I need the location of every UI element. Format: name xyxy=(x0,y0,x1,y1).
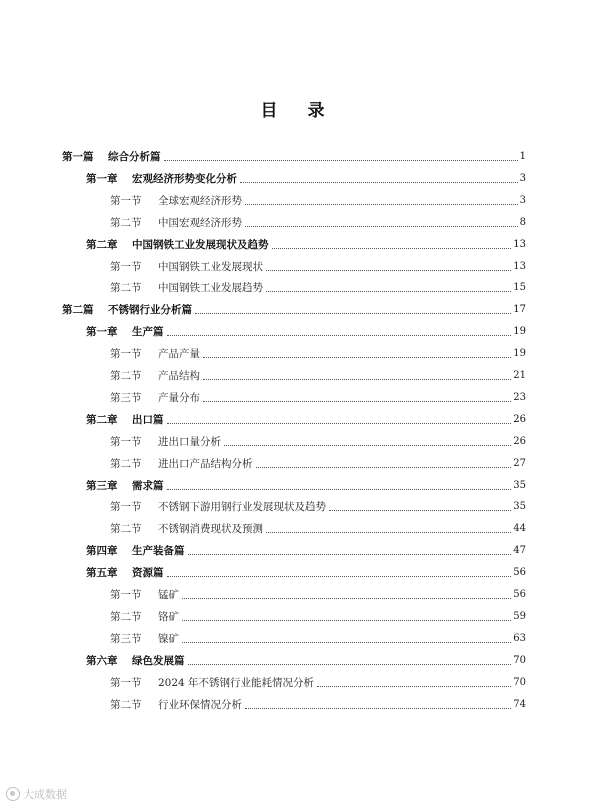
toc-entry-sec[interactable] xyxy=(110,210,526,230)
toc-entry-chap[interactable] xyxy=(86,473,526,493)
toc-entry-sec[interactable] xyxy=(110,582,526,602)
toc-entry-page-number: 13 xyxy=(513,260,526,272)
toc-entry-number: 第二节 xyxy=(110,610,142,623)
toc-entry-page-number: 3 xyxy=(519,194,526,206)
page-title: 目 录 xyxy=(260,101,337,121)
dot-leader xyxy=(245,203,518,205)
toc-entry-number: 第四章 xyxy=(86,545,118,558)
toc-entry-number: 第一节 xyxy=(110,194,142,207)
dot-leader xyxy=(272,247,512,249)
toc-entry-number: 第二节 xyxy=(110,370,142,382)
toc-entry-number: 第二篇 xyxy=(62,304,94,317)
dot-leader xyxy=(167,575,512,577)
toc-entry-number: 第二章 xyxy=(86,413,118,426)
toc-entry-number: 第一节 xyxy=(110,435,142,448)
toc-entry-label: 进出口量分析 xyxy=(158,435,221,448)
toc-entry-page-number: 47 xyxy=(513,545,526,557)
dot-leader xyxy=(167,334,512,336)
dot-leader xyxy=(266,531,511,533)
toc-entry-number: 第二节 xyxy=(110,523,142,536)
toc-entry-number: 第二节 xyxy=(110,216,142,229)
toc-entry-sec[interactable] xyxy=(110,494,526,514)
toc-entry-chap[interactable] xyxy=(86,560,526,580)
toc-entry-page-number: 35 xyxy=(513,479,526,491)
toc-entry-label: 不锈钢下游用钢行业发展现状及趋势 xyxy=(158,501,326,514)
toc-entry-label: 全球宏观经济形势 xyxy=(158,194,242,207)
toc-entry-page-number: 8 xyxy=(519,216,526,228)
toc-entry-page-number: 70 xyxy=(513,676,526,688)
toc-entry-sec[interactable] xyxy=(110,254,526,274)
toc-entry-sec[interactable] xyxy=(110,692,526,712)
watermark xyxy=(6,786,67,802)
toc-entry-part[interactable] xyxy=(62,144,526,164)
toc-entry-label: 产品产量 xyxy=(158,348,200,361)
toc-entry-number: 第一节 xyxy=(110,501,142,514)
toc-entry-page-number: 19 xyxy=(513,348,526,360)
toc-entry-number: 第三节 xyxy=(110,632,142,645)
toc-entry-chap[interactable] xyxy=(86,648,526,668)
toc-entry-label: 2024 年不锈钢行业能耗情况分析 xyxy=(158,676,315,689)
toc-entry-number: 第二节 xyxy=(110,698,142,711)
toc-entry-label: 中国宏观经济形势 xyxy=(158,216,242,229)
toc-entry-sec[interactable] xyxy=(110,385,526,405)
toc-entry-label: 中国钢铁工业发展现状及趋势 xyxy=(132,238,269,251)
toc-entry-number: 第三节 xyxy=(110,391,142,404)
toc-entry-label: 资源篇 xyxy=(132,567,164,580)
toc-entry-number: 第一节 xyxy=(110,676,142,689)
watermark-text: 大成数据 xyxy=(23,788,67,801)
toc-entry-label: 产品结构 xyxy=(158,370,200,382)
dot-leader xyxy=(167,422,512,424)
dot-leader xyxy=(203,400,511,402)
toc-entry-label: 中国钢铁工业发展现状 xyxy=(158,260,263,273)
toc-entry-label: 绿色发展篇 xyxy=(132,654,185,667)
toc-entry-page-number: 44 xyxy=(513,523,526,535)
toc-entry-page-number: 1 xyxy=(519,151,526,162)
toc-entry-sec[interactable] xyxy=(110,341,526,361)
toc-entry-sec[interactable] xyxy=(110,626,526,646)
toc-entry-chap[interactable] xyxy=(86,232,526,252)
toc-entry-sec[interactable] xyxy=(110,275,526,295)
dot-leader xyxy=(256,466,512,468)
dot-leader xyxy=(224,444,511,446)
dot-leader xyxy=(266,290,511,292)
toc-entry-page-number: 35 xyxy=(513,501,526,513)
toc-entry-page-number: 27 xyxy=(513,457,526,469)
dot-leader xyxy=(182,597,511,599)
toc-entry-page-number: 3 xyxy=(519,172,526,184)
toc-entry-number: 第一章 xyxy=(86,172,118,185)
toc-entry-page-number: 21 xyxy=(513,370,526,381)
toc-entry-page-number: 26 xyxy=(513,413,526,425)
toc-entry-page-number: 26 xyxy=(513,435,526,447)
toc-entry-label: 生产篇 xyxy=(132,326,164,339)
toc-entry-label: 中国钢铁工业发展趋势 xyxy=(158,282,263,295)
toc-entry-label: 产量分布 xyxy=(158,391,200,404)
toc-entry-page-number: 63 xyxy=(513,632,526,644)
dot-leader xyxy=(203,378,511,380)
dot-leader xyxy=(164,159,518,161)
toc-entry-page-number: 56 xyxy=(513,589,526,600)
toc-entry-number: 第五章 xyxy=(86,567,118,580)
toc-entry-label: 行业环保情况分析 xyxy=(158,698,242,711)
dot-leader xyxy=(245,225,518,227)
dot-leader xyxy=(188,553,512,555)
toc-entry-label: 进出口产品结构分析 xyxy=(158,457,253,470)
toc-entry-label: 铬矿 xyxy=(158,610,179,623)
toc-entry-number: 第二章 xyxy=(86,238,118,251)
dot-leader xyxy=(182,619,511,621)
toc-entry-chap[interactable] xyxy=(86,166,526,186)
toc-entry-sec[interactable] xyxy=(110,363,526,383)
toc-entry-number: 第六章 xyxy=(86,654,118,667)
brand-logo-icon xyxy=(6,787,20,801)
toc-entry-page-number: 70 xyxy=(513,654,526,666)
toc-entry-sec[interactable] xyxy=(110,604,526,624)
toc-entry-page-number: 56 xyxy=(513,567,526,579)
toc-entry-label: 出口篇 xyxy=(132,413,164,426)
dot-leader xyxy=(245,707,511,709)
toc-entry-page-number: 17 xyxy=(513,304,526,316)
toc-entry-sec[interactable] xyxy=(110,516,526,536)
toc-entry-page-number: 74 xyxy=(513,698,526,710)
toc-entry-page-number: 59 xyxy=(513,610,526,622)
toc-entry-label: 不锈钢消费现状及预测 xyxy=(158,523,263,536)
toc-entry-page-number: 19 xyxy=(513,326,526,338)
toc-entry-chap[interactable] xyxy=(86,407,526,427)
dot-leader xyxy=(188,663,512,665)
toc-entry-label: 需求篇 xyxy=(132,479,164,492)
toc-entry-number: 第一节 xyxy=(110,348,142,361)
toc-entry-number: 第一章 xyxy=(86,326,118,339)
toc-entry-chap[interactable] xyxy=(86,538,526,558)
toc-entry-number: 第一篇 xyxy=(62,151,94,163)
toc-entry-number: 第二节 xyxy=(110,282,142,295)
dot-leader xyxy=(195,312,511,314)
toc-entry-sec[interactable] xyxy=(110,451,526,471)
toc-entry-label: 镍矿 xyxy=(158,632,179,645)
dot-leader xyxy=(266,269,511,271)
toc-entry-sec[interactable] xyxy=(110,429,526,449)
toc-entry-label: 生产装备篇 xyxy=(132,545,185,558)
dot-leader xyxy=(329,509,511,511)
toc-entry-chap[interactable] xyxy=(86,319,526,339)
dot-leader xyxy=(182,641,511,643)
toc-entry-sec[interactable] xyxy=(110,188,526,208)
toc-entry-number: 第二节 xyxy=(110,457,142,470)
toc-entry-part[interactable] xyxy=(62,297,526,317)
dot-leader xyxy=(317,685,511,687)
toc-entry-label: 锰矿 xyxy=(158,589,179,601)
toc-entry-label: 综合分析篇 xyxy=(108,151,161,163)
toc-entry-page-number: 15 xyxy=(513,282,526,294)
toc-entry-number: 第一节 xyxy=(110,260,142,273)
dot-leader xyxy=(240,181,518,183)
toc-entry-number: 第一节 xyxy=(110,589,142,601)
toc-entry-sec[interactable] xyxy=(110,670,526,690)
toc-entry-label: 不锈钢行业分析篇 xyxy=(108,304,192,317)
toc-entry-page-number: 23 xyxy=(513,391,526,403)
dot-leader xyxy=(203,356,511,358)
dot-leader xyxy=(167,488,512,490)
toc-entry-number: 第三章 xyxy=(86,479,118,492)
toc-entry-label: 宏观经济形势变化分析 xyxy=(132,172,237,185)
toc-entry-page-number: 13 xyxy=(513,238,526,250)
